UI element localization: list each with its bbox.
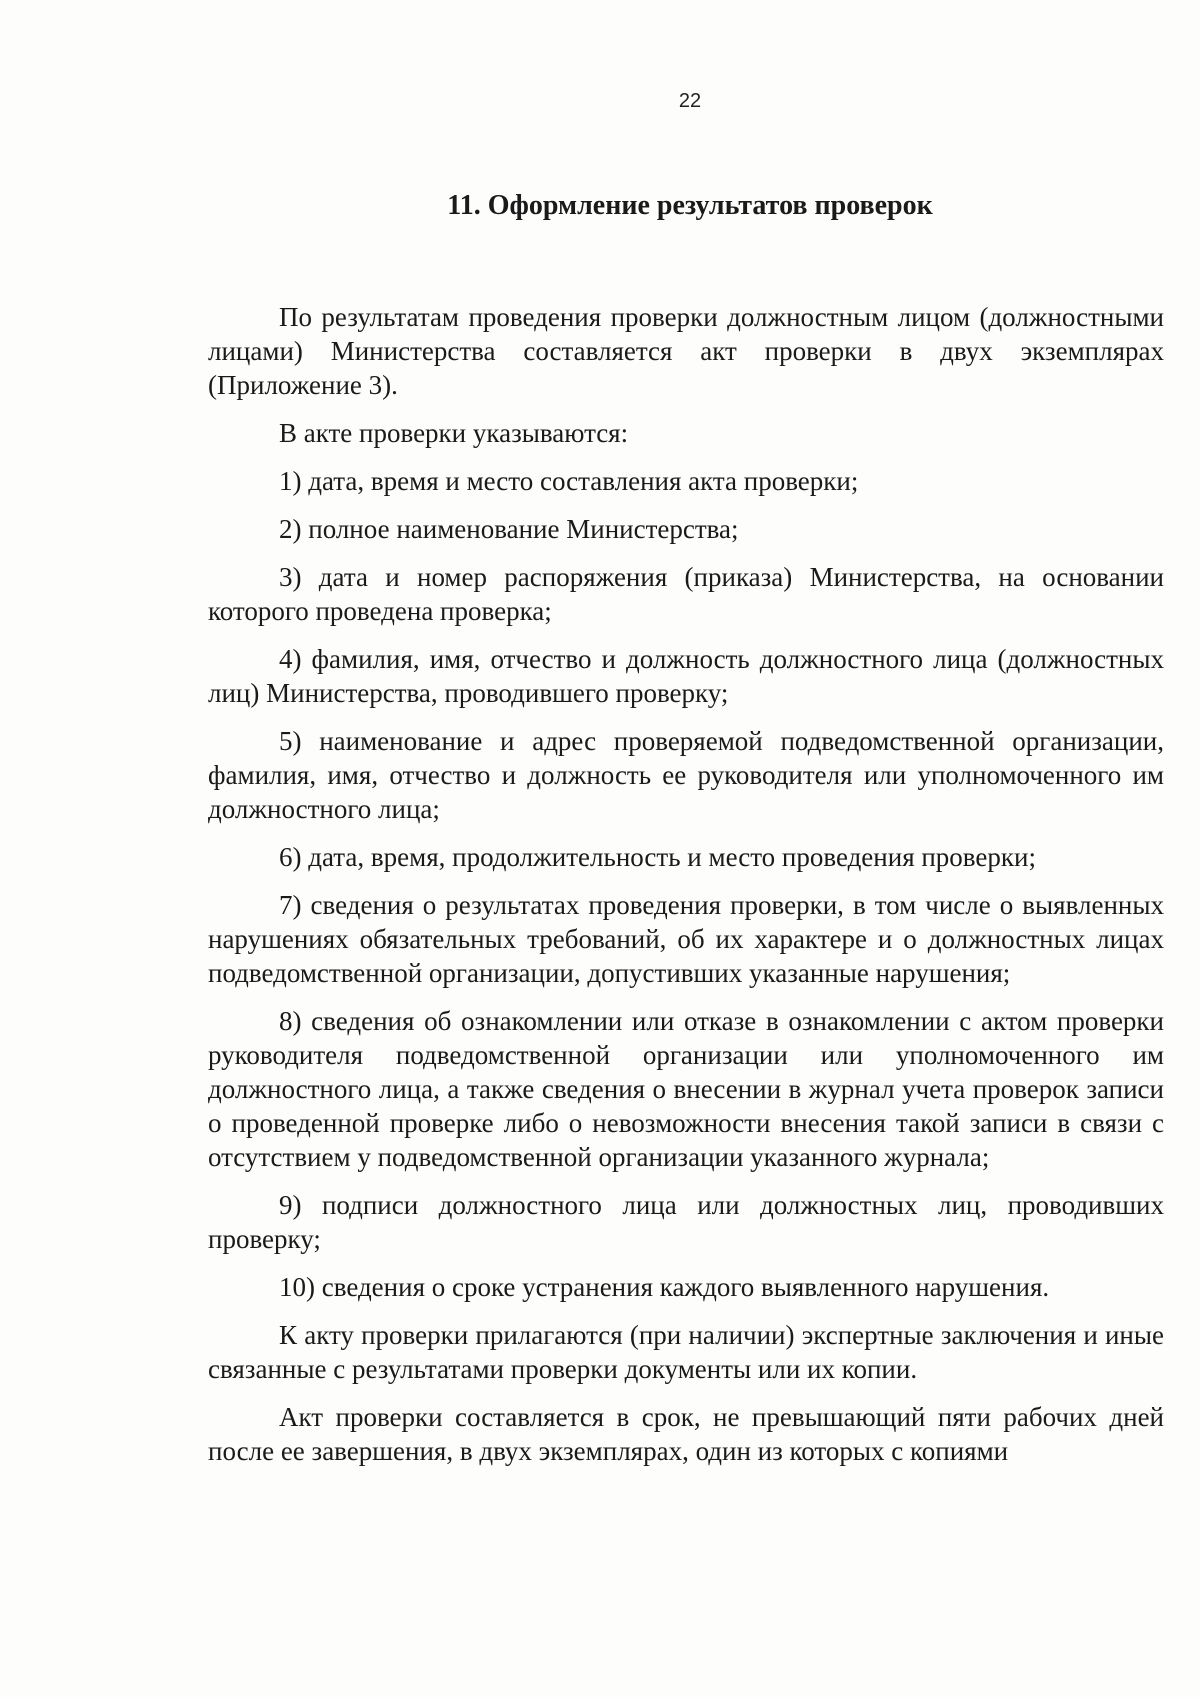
paragraph: По результатам проведения проверки должностным лицом (должностными лицами) Министерства составляется акт проверки в двух экземплярах (Приложение 3). xyxy=(208,302,1164,400)
list-item: 9) подписи должностного лица или должностных лиц, проводивших проверку; xyxy=(208,1190,1164,1254)
page-number: 22 xyxy=(678,90,702,112)
list-item: 5) наименование и адрес проверяемой подведомственной организации, фамилия, имя, отчество и должность ее руководителя или уполномоченного им должностного лица; xyxy=(208,726,1164,824)
list-item: 2) полное наименование Министерства; xyxy=(279,514,739,544)
section-title: 11. Оформление результатов проверок xyxy=(447,190,933,221)
paragraph: В акте проверки указываются: xyxy=(279,418,629,448)
list-item: 8) сведения об ознакомлении или отказе в ознакомлении с актом проверки руководителя подведомственной организации или уполномоченного им должностного лица, а также сведения о внесении в журнал учета проверок записи о проведенной проверке либо о невозможности внесения такой записи в связи с отсутствием у подведомственной организации указанного журнала; xyxy=(208,1006,1164,1172)
document-body xyxy=(208,300,1164,1482)
list-item: 1) дата, время и место составления акта проверки; xyxy=(279,466,859,496)
list-item: 3) дата и номер распоряжения (приказа) Министерства, на основании которого проведена проверка; xyxy=(208,562,1164,626)
paragraph: Акт проверки составляется в срок, не превышающий пяти рабочих дней после ее завершения, в двух экземплярах, один из которых с копиями xyxy=(208,1402,1164,1466)
list-item: 6) дата, время, продолжительность и место проведения проверки; xyxy=(279,842,1036,872)
paragraph: К акту проверки прилагаются (при наличии) экспертные заключения и иные связанные с результатами проверки документы или их копии. xyxy=(208,1320,1164,1384)
list-item: 10) сведения о сроке устранения каждого выявленного нарушения. xyxy=(279,1272,1050,1302)
list-item: 7) сведения о результатах проведения проверки, в том числе о выявленных нарушениях обязательных требований, об их характере и о должностных лицах подведомственной организации, допустивших указанные нарушения; xyxy=(208,890,1164,988)
list-item: 4) фамилия, имя, отчество и должность должностного лица (должностных лиц) Министерства, проводившего проверку; xyxy=(208,644,1164,708)
